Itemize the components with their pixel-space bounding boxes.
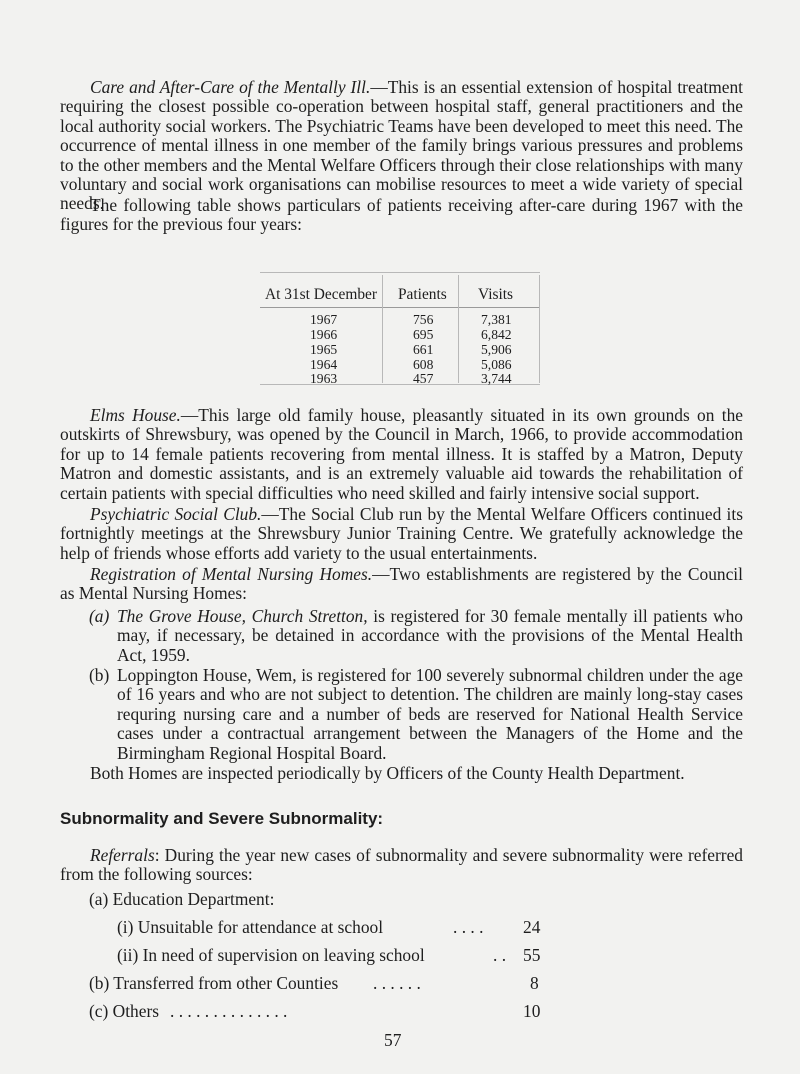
registration-item-b: [89, 666, 743, 763]
table-row-visits: 3,744: [481, 371, 512, 386]
table-row-year: 1967: [310, 312, 338, 327]
list-item: (b) Transferred from other Counties: [89, 973, 339, 993]
table-header-visits: Visits: [478, 286, 513, 303]
aftercare-title: Care and After-Care of the Mentally Ill.: [90, 77, 371, 97]
dot-leader: . . . .: [453, 917, 484, 937]
section-heading: Subnormality and Severe Subnormality:: [60, 809, 384, 828]
registration-body: —Two establishments are registered by the Council as Mental Nursing Homes:: [60, 564, 743, 604]
referral-count: 55: [523, 945, 541, 965]
item-b-body: Loppington House, Wem, is registered for 100 severely subnormal children under the age of 16 years and who are not subject to detention. The children are mainly long-stay cases requring nursing care and a number of beds are reserved for National Health Service cases under a contractual arrangement between the Managers of the Home and the Birmingham Regional Hospital Board.: [117, 665, 743, 763]
table-col-divider-3: [539, 275, 540, 383]
table-row-year: 1965: [310, 342, 338, 357]
table-row-year: 1963: [310, 371, 338, 386]
table-row-year: 1966: [310, 327, 338, 342]
list-item: (ii) In need of supervision on leaving school: [117, 945, 425, 965]
table-row-visits: 5,906: [481, 342, 512, 357]
dot-leader: . . . . . .: [373, 973, 421, 993]
aftercare-paragraph: [60, 78, 743, 214]
item-a-title: The Grove House, Church Stretton,: [117, 606, 368, 626]
registration-closing-text: Both Homes are inspected periodically by Officers of the County Health Department.: [90, 763, 685, 783]
table-row-patients: 695: [413, 327, 434, 342]
list-item: (c) Others: [89, 1001, 160, 1021]
table-row-patients: 661: [413, 342, 434, 357]
table-col-divider-1: [382, 275, 383, 383]
table-intro: The following table shows particulars of patients receiving after-care during 1967 with the figures for the previous four years:: [60, 195, 743, 235]
table-row-patients: 457: [413, 371, 434, 386]
elms-house-paragraph: [60, 406, 743, 503]
referrals-body: : During the year new cases of subnormality and severe subnormality were referred from the following sources:: [60, 845, 743, 885]
elms-house-body: —This large old family house, pleasantly situated in its own grounds on the outskirts of Shrewsbury, was opened by the Council in March, 1966, to provide accommodation for up to 14 female patients recovering from mental illness. It is staffed by a Matron, Deputy Matron and domestic assistants, and is an extremely valuable aid towards the rehabilitation of certain patients with special difficulties who need skilled and fairly intensive social support.: [60, 405, 743, 503]
table-col-divider-2: [458, 275, 459, 383]
table-top-rule: [260, 272, 540, 273]
referrals-title: Referrals: [90, 845, 155, 865]
item-b-label: (b): [89, 665, 110, 685]
social-club-paragraph: [60, 505, 743, 563]
table-row-year: 1964: [310, 357, 338, 372]
table-row-patients: 756: [413, 312, 434, 327]
table-row-visits: 5,086: [481, 357, 512, 372]
referral-count: 24: [523, 917, 541, 937]
table-row-visits: 7,381: [481, 312, 512, 327]
dot-leader: . .: [493, 945, 507, 965]
referral-count: 8: [530, 973, 539, 993]
referral-count: 10: [523, 1001, 541, 1021]
list-item: (a) Education Department:: [89, 889, 275, 909]
social-club-body: —The Social Club run by the Mental Welfare Officers continued its fortnightly meetings at the Shrewsbury Junior Training Centre. We gratefully acknowledge the help of friends whose efforts add variety to the usual entertainments.: [60, 504, 743, 563]
dot-leader: . . . . . . . . . . . . . .: [170, 1001, 288, 1021]
registration-paragraph: [60, 565, 743, 604]
table-intro-paragraph: [60, 196, 743, 235]
list-item: (i) Unsuitable for attendance at school: [117, 917, 384, 937]
table-row-patients: 608: [413, 357, 434, 372]
registration-title: Registration of Mental Nursing Homes.: [90, 564, 373, 584]
item-a-body: is registered for 30 female mentally ill patients who may, if necessary, be detained in accordance with the provisions of the Mental Health Act, 1959.: [117, 606, 743, 665]
social-club-title: Psychiatric Social Club.: [90, 504, 262, 524]
table-header-rule: [260, 307, 540, 308]
referrals-paragraph: [60, 846, 743, 885]
table-header-year: At 31st December: [265, 286, 377, 303]
registration-item-a: [89, 607, 743, 665]
item-a-label: (a): [89, 606, 110, 626]
elms-house-title: Elms House.: [90, 405, 181, 425]
registration-closing: [60, 764, 743, 783]
table-header-patients: Patients: [398, 286, 447, 303]
table-row-visits: 6,842: [481, 327, 512, 342]
aftercare-body: —This is an essential extension of hospital treatment requiring the closest possible co-operation between hospital staff, general practitioners and the local authority social workers. The Psychiatric Teams have been developed to meet this need. The occurrence of mental illness in one member of the family brings various pressures and problems to the other members and the Mental Welfare Officers through their close relationships with many voluntary and social work organisations can mobilise resources to meet a wide variety of special needs.: [60, 77, 743, 214]
page-number: 57: [384, 1030, 402, 1050]
